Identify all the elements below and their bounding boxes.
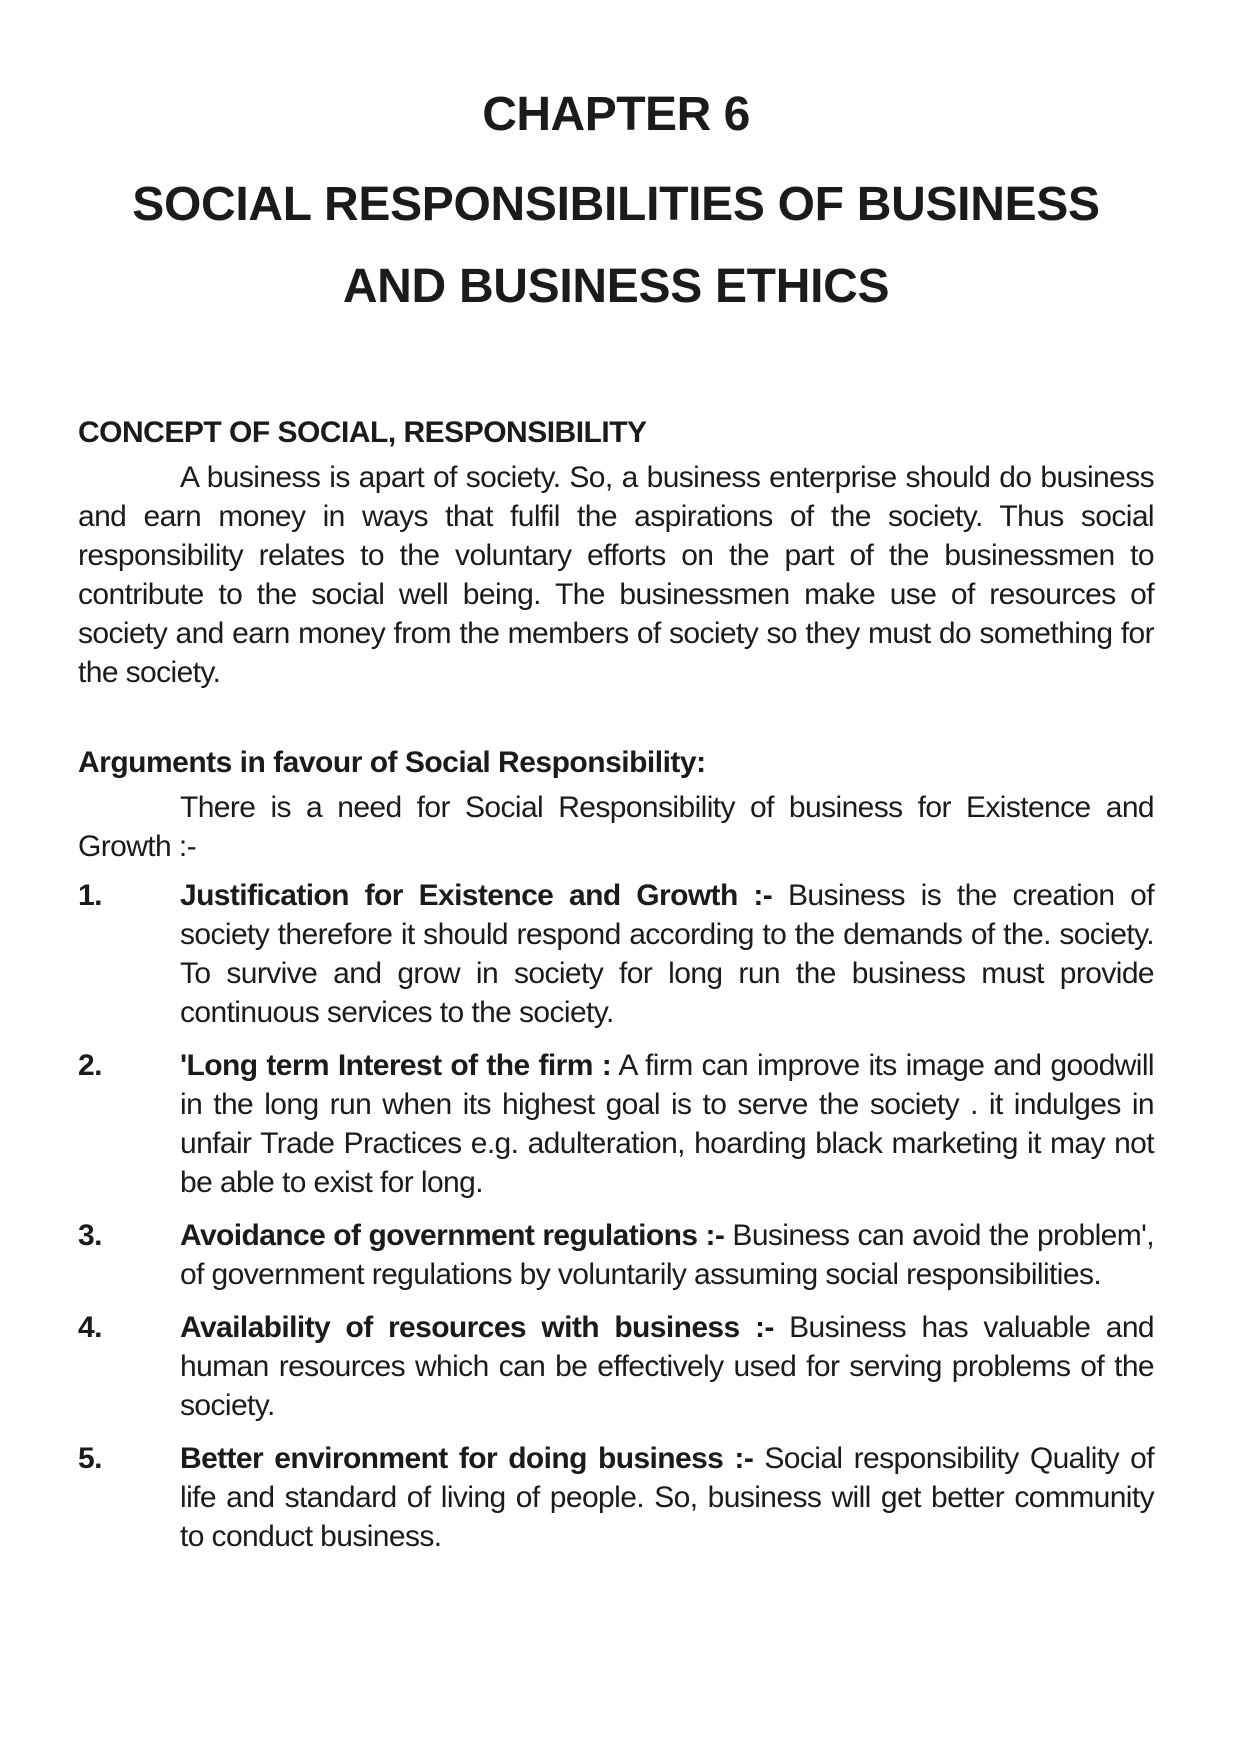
chapter-title-line-1: SOCIAL RESPONSIBILITIES OF BUSINESS	[132, 178, 1100, 231]
item-body	[180, 876, 1154, 1032]
item-title: Availability of resources with business :-	[180, 1311, 774, 1344]
item-title: 'Long term Interest of the firm :	[180, 1049, 612, 1082]
concept-heading: CONCEPT OF SOCIAL, RESPONSIBILITY	[78, 416, 647, 449]
item-title: Better environment for doing business :-	[180, 1442, 754, 1475]
item-text: Business can avoid the problem', of government regulations by voluntarily assuming social responsibilities.	[180, 1219, 1155, 1291]
item-number: 2.	[78, 1049, 102, 1082]
item-body	[180, 1439, 1154, 1556]
item-text: Business has valuable and human resources which can be effectively used for serving problems of the society.	[180, 1311, 1154, 1422]
item-body	[180, 1046, 1154, 1202]
arguments-list	[78, 876, 1154, 1556]
chapter-title	[78, 164, 1154, 328]
item-number: 3.	[78, 1219, 102, 1252]
chapter-title-line-2: AND BUSINESS ETHICS	[342, 260, 890, 313]
item-body	[180, 1308, 1154, 1425]
concept-paragraph: A business is apart of society. So, a business enterprise should do business and earn money in ways that fulfil the aspirations of the society. Thus social responsibility relates to the voluntary efforts on the part of the businessmen to contribute to the social well being. The businessmen make use of resources of society and earn money from the members of society so they must do something for the society.	[78, 461, 1154, 689]
arguments-heading: Arguments in favour of Social Responsibility:	[78, 746, 706, 779]
item-number: 5.	[78, 1442, 102, 1475]
item-text: A firm can improve its image and goodwill in the long run when its highest goal is to serve the society . it indulges in unfair Trade Practices e.g. adulteration, hoarding black marketing it may not be able to exist for long.	[180, 1049, 1154, 1199]
arguments-intro: There is a need for Social Responsibility of business for Existence and Growth :-	[78, 791, 1154, 863]
list-item	[78, 1308, 1154, 1425]
chapter-label: CHAPTER 6	[482, 88, 750, 141]
list-item	[78, 876, 1154, 1032]
item-title: Justification for Existence and Growth :-	[180, 879, 773, 912]
item-text: Social responsibility Quality of life and standard of living of people. So, business will get better community to conduct business.	[180, 1442, 1154, 1553]
item-text: Business is the creation of society therefore it should respond according to the demands of the. society. To survive and grow in society for long run the business must provide continuous services to the society.	[180, 879, 1154, 1029]
item-number: 1.	[78, 879, 102, 912]
list-item	[78, 1439, 1154, 1556]
list-item	[78, 1216, 1154, 1294]
document-page	[78, 88, 1154, 1570]
item-number: 4.	[78, 1311, 102, 1344]
item-title: Avoidance of government regulations :-	[180, 1219, 725, 1252]
list-item	[78, 1046, 1154, 1202]
item-body	[180, 1216, 1154, 1294]
